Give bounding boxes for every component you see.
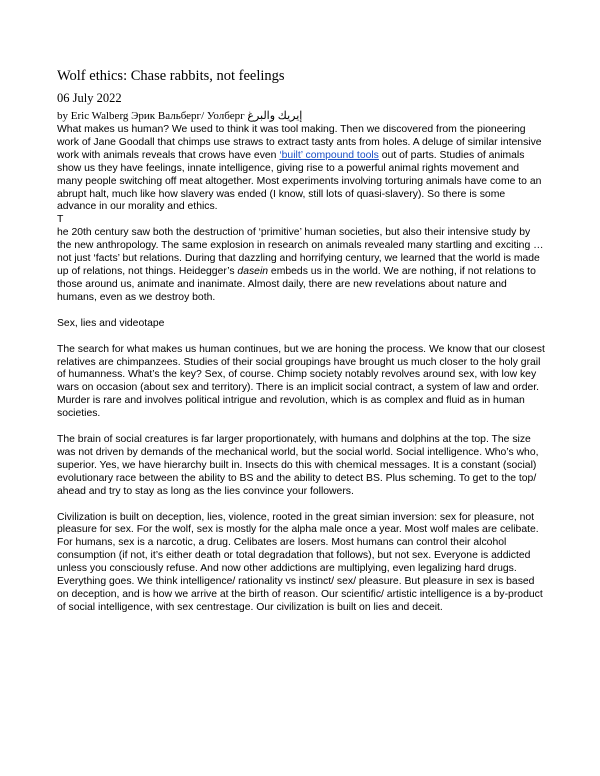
paragraph-4: The brain of social creatures is far larger proportionately, with humans and dolphins at the top. The size was not driven by demands of the mechanical world, but the social world. Social intelligence. Who’s who, superior. Yes, we have hierarchy built in. Insects do this with chemical messages. It is a constant (social) evolutionary race between the ability to BS and the ability to detect BS. Plus scheming. To get to the top/ ahead and try to stay as long as the lies convince your followers.: [57, 434, 539, 497]
compound-tools-link[interactable]: ‘built’ compound tools: [279, 149, 379, 161]
drop-cap: T: [57, 214, 64, 226]
paragraph-2: [57, 227, 545, 304]
paragraph-2-text-a: he 20th century saw both the destruction of ‘primitive’ human societies, but also their intensive study by the new anthropology. The same explosion in research on animals revealed many startling and exciting … not just ‘facts’ but relations. During that dazzling and horrifying century, we learned that the world is made up of relations, not things. Heidegger’s: [57, 227, 544, 277]
article-body: [57, 124, 545, 615]
article-byline: by Eric Walberg Эрик Вальберг/ Уолберг إيريك والبرغ: [57, 110, 303, 122]
paragraph-2-text-b: embeds us in the world. We are nothing, if not relations to those around us, animate and inanimate. Almost daily, there are new revelations about nature and humans, even as we destroy both.: [57, 265, 536, 303]
paragraph-5: Civilization is built on deception, lies, violence, rooted in the great simian inversion: sex for pleasure, not pleasure for sex. For the wolf, sex is mostly for the alpha male once a year. Most wolf males are celibate. For humans, sex is a narcotic, a drug. Celibates are losers. Most humans can control their alcohol consumption (if not, it’s either death or total degradation that follows), but not sex. Everyone is addicted unless you consciously refuse. And now other addictions are multiplying, even legalizing hard drugs. Everything goes. We think intelligence/ rationality vs instinct/ sex/ pleasure. But pleasure in sex is based on deception, and is how we arrive at the birth of reason. Our scientific/ artistic intelligence is a by-product of social intelligence, with sex centrestage. Our civilization is built on lies and deceit.: [57, 511, 543, 613]
paragraph-3: The search for what makes us human continues, but we are honing the process. We know that our closest relatives are chimpanzees. Studies of their social groupings have brought us much closer to the holy grail of humanness. What’s the key? Sex, of course. Chimp society notably revolves around sex, with low key wars on occasion (about sex and territory). There is an implicit social contract, a system of law and order. Murder is rare and involves political intrigue and revolution, which is as complex and fluid as in human societies.: [57, 343, 545, 420]
paragraph-1-text-a: What makes us human? We used to think it was tool making. Then we discovered from the pioneering work of Jane Goodall that chimps use straws to extract tasty ants from holes. A deluge of similar intensive work with animals reveals that crows have even: [57, 124, 542, 161]
article-date: 06 July 2022: [57, 91, 122, 105]
dasein-term: dasein: [237, 265, 269, 277]
paragraph-1: [57, 124, 545, 214]
paragraph-1-text-b: out of parts. Studies of animals show us they have feelings, innate intelligence, giving rise to a powerful animal rights movement and many people switching off meat altogether. Most experiments involving torturing animals have come to an abrupt halt, much like how slavery was ended (I know, still lots of quasi-slavery). So there is some advance in our morality and ethics.: [57, 149, 542, 213]
article-title: Wolf ethics: Chase rabbits, not feelings: [57, 68, 285, 84]
section-heading: Sex, lies and videotape: [57, 317, 165, 329]
